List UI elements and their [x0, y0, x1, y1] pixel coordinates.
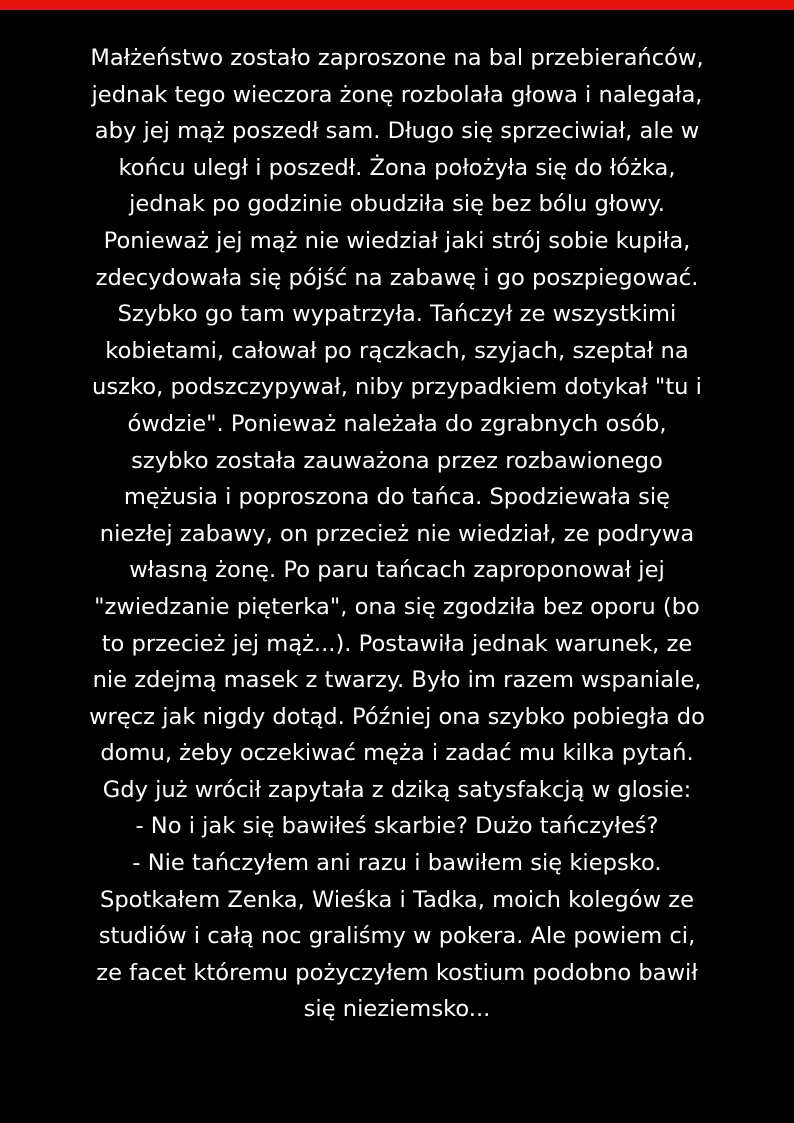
top-accent-bar — [0, 0, 794, 10]
story-line: studiów i całą noc graliśmy w pokera. Ale powiem ci, — [98, 923, 696, 950]
story-line: nie zdejmą masek z twarzy. Było im razem wspaniale, — [92, 667, 702, 694]
story-line: Szybko go tam wypatrzyła. Tańczył ze wszystkimi — [117, 301, 677, 328]
story-line: Spotkałem Zenka, Wieśka i Tadka, moich kolegów ze — [99, 886, 694, 913]
story-line: aby jej mąż poszedł sam. Długo się sprzeciwiał, ale w — [94, 118, 700, 145]
story-line: mężusia i poproszona do tańca. Spodziewała się — [123, 484, 671, 511]
story-line: Małżeństwo zostało zaproszone na bal przebierańców, — [90, 45, 704, 71]
story-line: to przecież jej mąż...). Postawiła jednak warunek, ze — [101, 630, 693, 657]
story-line: się nieziemsko... — [303, 996, 491, 1023]
story-line: Gdy już wrócił zapytała z dziką satysfakcją w glosie: — [102, 776, 692, 803]
story-line: ówdzie". Ponieważ należała do zgrabnych osób, — [127, 410, 667, 437]
story-text — [40, 40, 754, 1028]
story-line: szybko została zauważona przez rozbawionego — [131, 447, 663, 474]
story-line: własną żonę. Po paru tańcach zaproponował jej — [129, 557, 665, 584]
story-line: zdecydowała się pójść na zabawę i go poszpiegować. — [95, 264, 699, 291]
story-line: Ponieważ jej mąż nie wiedział jaki strój sobie kupiła, — [103, 227, 691, 254]
story-line: ze facet któremu pożyczyłem kostium podobno bawił — [96, 959, 698, 986]
story-line: wręcz jak nigdy dotąd. Później ona szybko pobiegła do — [89, 703, 705, 730]
story-line: jednak po godzinie obudziła się bez bólu głowy. — [129, 191, 665, 218]
story-line: "zwiedzanie pięterka", ona się zgodziła bez oporu (bo — [94, 593, 700, 620]
story-line: niezłej zabawy, on przecież nie wiedział, ze podrywa — [99, 520, 695, 547]
story-line: domu, żeby oczekiwać męża i zadać mu kilka pytań. — [100, 740, 694, 767]
story-line: końcu uległ i poszedł. Żona położyła się do łóżka, — [118, 154, 676, 181]
story-line: kobietami, całował po rączkach, szyjach, szeptał na — [105, 337, 689, 364]
story-line: jednak tego wieczora żonę rozbolała głowa i nalegała, — [91, 81, 703, 108]
story-line: - No i jak się bawiłeś skarbie? Dużo tańczyłeś? — [135, 813, 659, 840]
story-line: uszko, podszczypywał, niby przypadkiem dotykał "tu i — [92, 374, 702, 401]
story-line: - Nie tańczyłem ani razu i bawiłem się kiepsko. — [132, 850, 662, 877]
